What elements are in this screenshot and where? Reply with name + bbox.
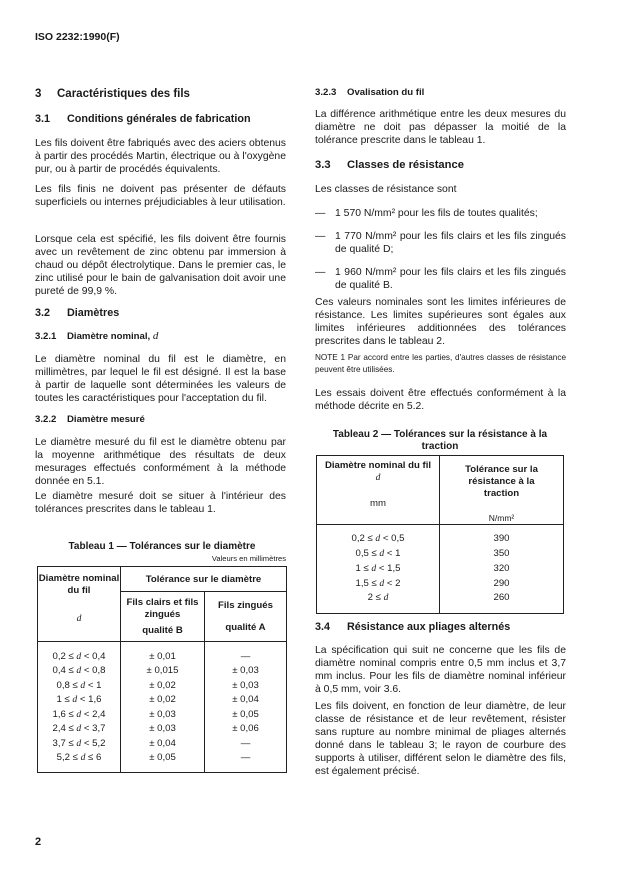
list-item-text: 1 770 N/mm² pour les fils clairs et les fils zingués de qualité D;: [335, 231, 566, 255]
table-cell: ± 0,03: [205, 678, 287, 693]
table-row: [317, 525, 564, 546]
header-unit: mm: [370, 498, 386, 509]
header-label: Fils zingués: [218, 599, 273, 611]
header-symbol: d: [76, 613, 82, 624]
section-title: Diamètres: [67, 307, 120, 319]
table-cell: ± 0,03: [121, 722, 205, 737]
table-2-title: Tableau 2 — Tolérances sur la résistance à la traction: [332, 429, 548, 452]
section-title: Diamètre mesuré: [67, 414, 145, 425]
paragraph: La différence arithmétique entre les deux mesures du diamètre ne doit pas dépasser la moitié de la tolérance prescrite dans le tableau 1.: [315, 109, 566, 146]
section-3-2-3-heading: [315, 86, 566, 99]
page-number: 2: [35, 836, 42, 848]
table-cell: ± 0,04: [121, 736, 205, 751]
table-2-header-tolerance: [440, 456, 564, 525]
section-number: 3.2: [35, 307, 51, 319]
paragraph: Le diamètre mesuré du fil est le diamètre obtenu par la moyenne arithmétique des résultats de deux mesurages effectués conformément à la méthode donnée en 5.1.: [35, 437, 286, 487]
table-cell: ± 0,06: [205, 722, 287, 737]
table-row: [317, 561, 564, 576]
dash-icon: —: [315, 231, 326, 242]
document-header: ISO 2232:1990(F): [35, 31, 120, 43]
table-cell: 0,2 ≤ d < 0,4: [38, 642, 121, 664]
section-title: Caractéristiques des fils: [57, 88, 190, 100]
table-2: [316, 455, 564, 614]
list-item: [315, 207, 566, 220]
table-cell: 2 ≤ d: [317, 591, 440, 614]
table-cell: —: [205, 751, 287, 773]
table-cell: 320: [440, 561, 564, 576]
paragraph: La spécification qui suit ne concerne que les fils de diamètre nominal compris entre 0,5 mm inclus et 3,7 mm inclus. Pour les fils de diamètre nominal inférieur à 0,5 mm, voir 3.6.: [315, 645, 566, 695]
table-cell: ± 0,05: [121, 751, 205, 773]
section-number: 3.2.3: [315, 87, 337, 98]
table-1-header-zinc: [205, 592, 287, 642]
table-row: [38, 736, 287, 751]
header-label: Fils clairs et fils zingués: [126, 596, 199, 620]
table-row: [38, 693, 287, 708]
table-cell: 290: [440, 576, 564, 591]
paragraph: Les essais doivent être effectués conformément à la méthode décrite en 5.2.: [315, 388, 566, 412]
table-cell: 0,2 ≤ d < 0,5: [317, 525, 440, 546]
table-cell: ± 0,04: [205, 693, 287, 708]
table-row: [38, 664, 287, 679]
paragraph: Le diamètre mesuré doit se situer à l'intérieur des tolérances prescrites dans le tableau 1.: [35, 491, 286, 515]
table-cell: 1 ≤ d < 1,6: [38, 693, 121, 708]
section-number: 3.1: [35, 113, 51, 125]
table-cell: ± 0,015: [121, 664, 205, 679]
header-label: Diamètre nominal du fil: [38, 573, 120, 596]
paragraph: Les classes de résistance sont: [315, 184, 457, 195]
note: NOTE 1 Par accord entre les parties, d'autres classes de résistance peuvent être utilisées.: [315, 353, 566, 374]
section-3-2-2-heading: [35, 413, 286, 426]
table-row: [38, 751, 287, 773]
paragraph: Les fils doivent être fabriqués avec des aciers obtenus à partir des procédés Martin, électrique ou à l'oxygène pur, ou à partir de procédés équivalents.: [35, 138, 286, 175]
table-cell: 0,5 ≤ d < 1: [317, 546, 440, 561]
table-row: [317, 546, 564, 561]
table-cell: 1,6 ≤ d < 2,4: [38, 707, 121, 722]
table-row: [317, 591, 564, 614]
section-title: Classes de résistance: [347, 159, 464, 171]
section-title: Résistance aux pliages alternés: [347, 621, 511, 633]
table-1-header-clear: [121, 592, 205, 642]
paragraph: Ces valeurs nominales sont les limites inférieures de résistance. Les limites supérieures sont égales aux limites inférieures additionnées des tolérances prescrites dans le tableau 2.: [315, 297, 566, 347]
dash-icon: —: [315, 208, 326, 219]
table-cell: 5,2 ≤ d ≤ 6: [38, 751, 121, 773]
section-number: 3.4: [315, 621, 331, 633]
table-cell: 0,8 ≤ d < 1: [38, 678, 121, 693]
table-row: [38, 707, 287, 722]
paragraph: Les fils finis ne doivent pas présenter de défauts superficiels ou internes préjudiciables à leur utilisation.: [35, 184, 286, 208]
table-cell: ± 0,02: [121, 693, 205, 708]
list-item-text: 1 570 N/mm² pour les fils de toutes qualités;: [335, 208, 538, 219]
table-cell: 1,5 ≤ d < 2: [317, 576, 440, 591]
table-row: [38, 678, 287, 693]
table-cell: ± 0,02: [121, 678, 205, 693]
table-cell: —: [205, 642, 287, 664]
table-cell: 260: [440, 591, 564, 614]
header-symbol: d: [375, 472, 381, 483]
section-3-3-heading: [315, 159, 566, 172]
table-1-units: Valeurs en millimètres: [211, 554, 286, 563]
list-item: [315, 230, 566, 256]
header-quality: qualité A: [225, 621, 266, 633]
table-cell: 350: [440, 546, 564, 561]
section-3-heading: [35, 88, 286, 101]
table-cell: ± 0,03: [205, 664, 287, 679]
table-row: [38, 722, 287, 737]
section-3-4-heading: [315, 621, 566, 634]
table-1-header-group: Tolérance sur le diamètre: [121, 567, 287, 592]
table-2-header-diameter: [317, 456, 440, 525]
dash-icon: —: [315, 267, 326, 278]
table-1: [37, 566, 287, 773]
paragraph: Lorsque cela est spécifié, les fils doivent être fournis avec un revêtement de zinc obtenu par immersion à chaud ou dépôt électrolytique. Dans le premier cas, le zinc utilisé pour le bain de galvanisation doit avoir une pureté de 99,9 %.: [35, 234, 286, 297]
header-quality: qualité B: [142, 624, 183, 636]
section-number: 3.2.2: [35, 414, 57, 425]
header-label: Diamètre nominal du fil: [324, 460, 432, 471]
header-unit: N/mm²: [488, 513, 515, 523]
section-number: 3.3: [315, 159, 331, 171]
section-number: 3: [35, 88, 42, 100]
list-item-text: 1 960 N/mm² pour les fils clairs et les fils zingués de qualité B.: [335, 267, 566, 291]
table-cell: ± 0,01: [121, 642, 205, 664]
table-cell: 2,4 ≤ d < 3,7: [38, 722, 121, 737]
paragraph: Les fils doivent, en fonction de leur diamètre, de leur classe de résistance et de leur revêtement, résister sans rupture au nombre minimal de pliages alternés donné dans le tableau 3; le rayon de courbure des supports à utiliser, différent selon le diamètre des fils, est également précisé.: [315, 701, 566, 777]
table-row: [317, 576, 564, 591]
section-number: 3.2.1: [35, 331, 57, 342]
table-cell: 3,7 ≤ d < 5,2: [38, 736, 121, 751]
paragraph: Le diamètre nominal du fil est le diamètre, en millimètres, par lequel le fil est désigné. Il est la base à partir de laquelle sont déterminées les valeurs de toutes les caractéristiques pour l'acceptation du fil.: [35, 354, 286, 404]
table-1-header-diameter: [38, 567, 121, 642]
table-cell: ± 0,03: [121, 707, 205, 722]
table-cell: —: [205, 736, 287, 751]
table-cell: 390: [440, 525, 564, 546]
table-row: [38, 642, 287, 664]
section-title: Ovalisation du fil: [347, 87, 425, 98]
symbol: d: [152, 330, 159, 342]
list-item: [315, 266, 566, 292]
section-3-2-heading: [35, 307, 286, 320]
header-label: Tolérance sur la résistance à la traction: [465, 464, 538, 499]
table-1-title: Tableau 1 — Tolérances sur le diamètre: [68, 541, 256, 552]
table-cell: ± 0,05: [205, 707, 287, 722]
section-3-2-1-heading: [35, 330, 286, 343]
section-3-1-heading: [35, 113, 286, 126]
table-cell: 0,4 ≤ d < 0,8: [38, 664, 121, 679]
table-cell: 1 ≤ d < 1,5: [317, 561, 440, 576]
section-title: Diamètre nominal,: [67, 331, 151, 342]
section-title: Conditions générales de fabrication: [67, 113, 251, 125]
